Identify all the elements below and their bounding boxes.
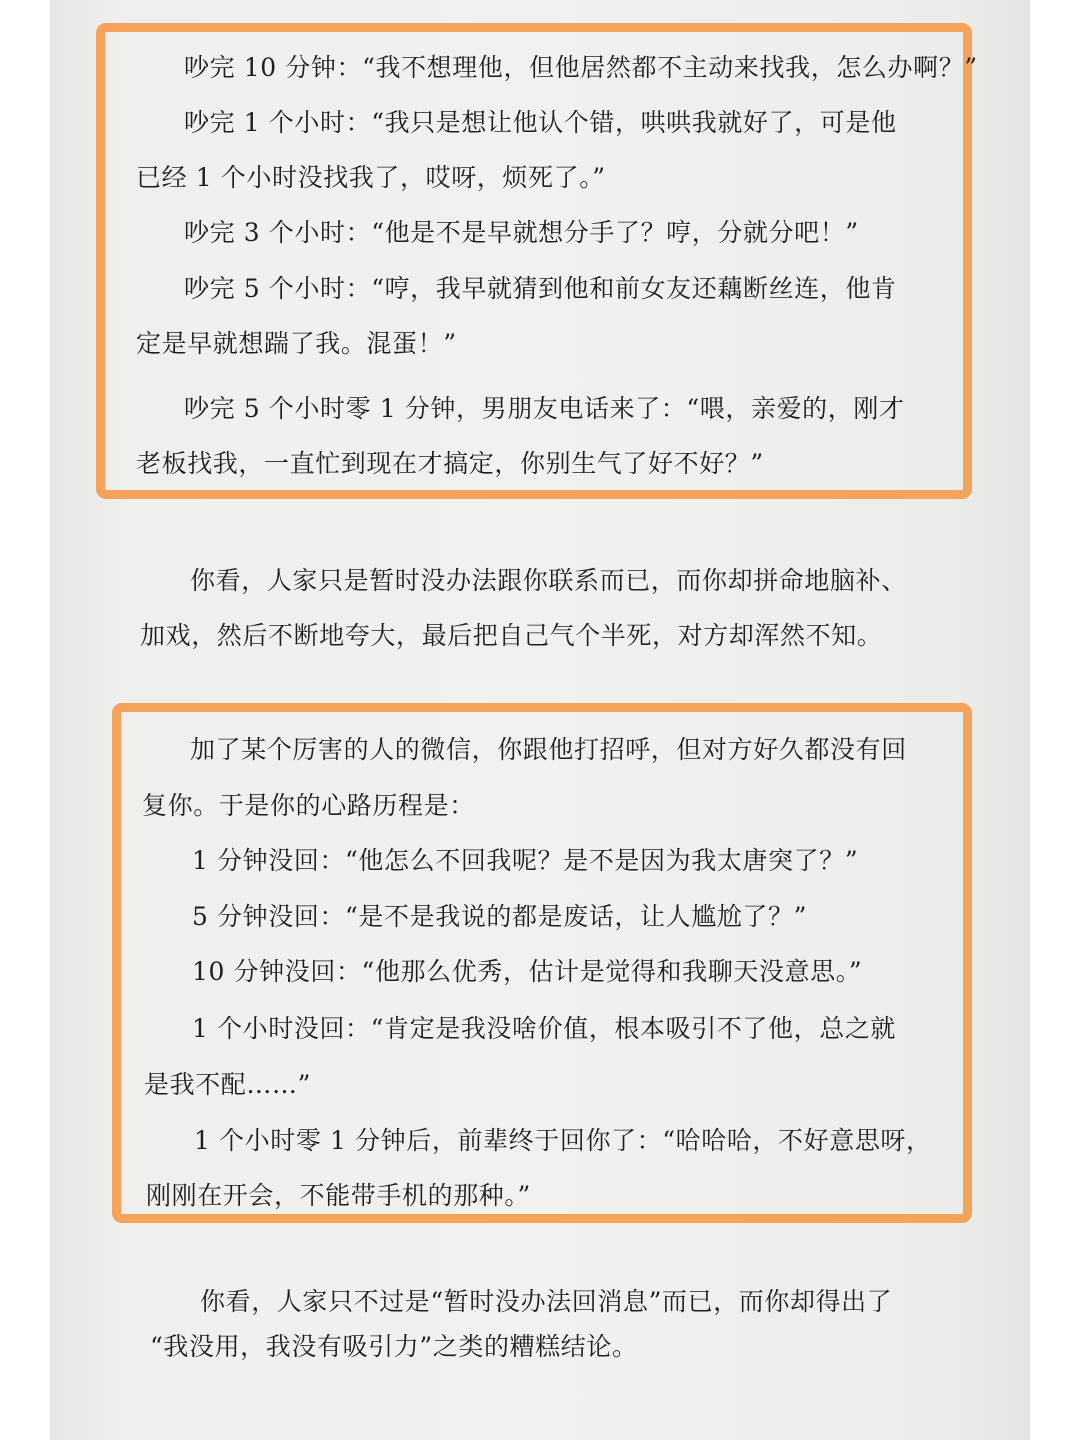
paragraph-2-line-1: 你看，人家只不过是“暂时没办法回消息”而已，而你却得出了 bbox=[200, 1287, 893, 1316]
wechat-line-4: 5 分钟没回：“是不是我说的都是废话，让人尴尬了？” bbox=[192, 902, 808, 931]
quarrel-line-4: 吵完 3 个小时：“他是不是早就想分手了？哼，分就分吧！” bbox=[184, 218, 859, 247]
wechat-line-8: 1 个小时零 1 分钟后，前辈终于回你了：“哈哈哈，不好意思呀， bbox=[194, 1126, 932, 1155]
wechat-line-9: 刚刚在开会，不能带手机的那种。” bbox=[146, 1181, 531, 1210]
wechat-line-6: 1 个小时没回：“肯定是我没啥价值，根本吸引不了他，总之就 bbox=[192, 1014, 897, 1043]
wechat-line-7: 是我不配……” bbox=[144, 1070, 311, 1099]
quarrel-line-1: 吵完 10 分钟：“我不想理他，但他居然都不主动来找我，怎么办啊？” bbox=[184, 53, 978, 82]
paragraph-1-line-1: 你看，人家只是暂时没办法跟你联系而已，而你却拼命地脑补、 bbox=[190, 566, 907, 595]
wechat-line-5: 10 分钟没回：“他那么优秀，估计是觉得和我聊天没意思。” bbox=[192, 957, 863, 986]
quarrel-line-8: 老板找我，一直忙到现在才搞定，你别生气了好不好？” bbox=[136, 449, 764, 478]
quarrel-line-6: 定是早就想踹了我。混蛋！” bbox=[136, 329, 457, 358]
quarrel-line-3: 已经 1 个小时没找我了，哎呀，烦死了。” bbox=[136, 163, 606, 192]
wechat-line-1: 加了某个厉害的人的微信，你跟他打招呼，但对方好久都没有回 bbox=[190, 735, 907, 764]
quarrel-line-2: 吵完 1 个小时：“我只是想让他认个错，哄哄我就好了，可是他 bbox=[184, 108, 897, 137]
quarrel-line-7: 吵完 5 个小时零 1 分钟，男朋友电话来了：“喂，亲爱的，刚才 bbox=[184, 394, 905, 423]
paragraph-1-line-2: 加戏，然后不断地夸大，最后把自己气个半死，对方却浑然不知。 bbox=[140, 621, 883, 650]
wechat-line-3: 1 分钟没回：“他怎么不回我呢？是不是因为我太唐突了？” bbox=[192, 846, 859, 875]
paragraph-2-line-2: “我没用，我没有吸引力”之类的糟糕结论。 bbox=[150, 1332, 638, 1361]
highlight-box-quarrel bbox=[96, 23, 972, 499]
wechat-line-2: 复你。于是你的心路历程是： bbox=[142, 791, 475, 820]
quarrel-line-5: 吵完 5 个小时：“哼，我早就猜到他和前女友还藕断丝连，他肯 bbox=[184, 274, 897, 303]
